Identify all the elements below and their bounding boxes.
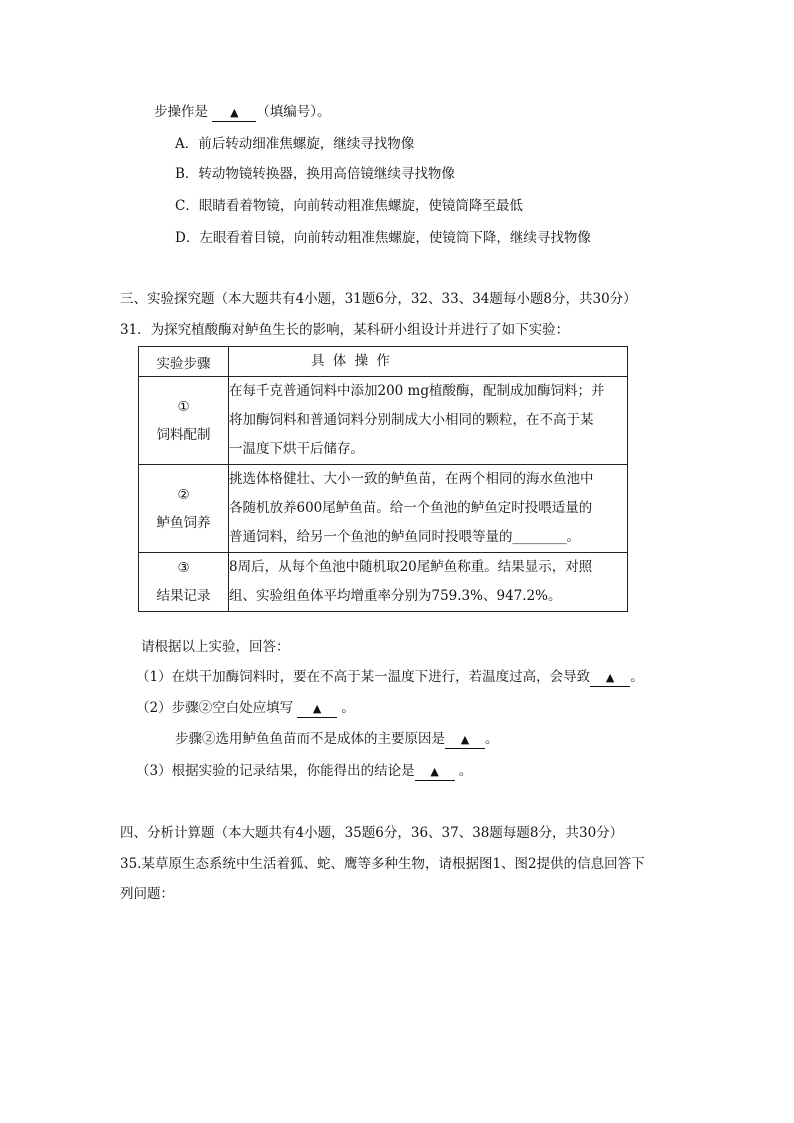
operation-line[interactable]: 普通饲料，给另一个鱼池的鲈鱼同时投喂等量的________。: [229, 529, 580, 545]
question-1-end: 。: [630, 669, 644, 685]
section3-heading: 三、实验探究题（本大题共有4小题，31题6分，32、33、34题每小题8分，共30分）: [120, 291, 637, 307]
step-cell: [139, 465, 229, 553]
intro-suffix: （填编号）。: [256, 104, 331, 120]
operation-line: 组、实验组鱼体平均增重率分别为759.3%、947.2%。: [229, 588, 562, 604]
table-header-row: [139, 347, 628, 377]
operation-line: 8周后，从每个鱼池中随机取20尾鲈鱼称重。结果显示，对照: [229, 559, 593, 575]
operation-line: 一温度下烘干后储存。: [229, 441, 364, 457]
section4-heading: 四、分析计算题（本大题共有4小题，35题6分，36、37、38题每题8分，共30分）: [120, 825, 624, 841]
question-2b: [175, 729, 499, 749]
question-3: [136, 761, 472, 781]
step-number: ③: [177, 560, 190, 576]
question-2a: [136, 698, 355, 718]
operation-cell: [229, 553, 628, 612]
step-cell: [139, 553, 229, 612]
answer-prompt: 请根据以上实验，回答：: [141, 639, 290, 655]
question-2b-end: 。: [485, 731, 499, 747]
q31-intro: 31．为探究植酸酶对鲈鱼生长的影响，某科研小组设计并进行了如下实验：: [120, 322, 570, 338]
answer-blank[interactable]: [297, 700, 337, 718]
question-2b-text: 步骤②选用鲈鱼鱼苗而不是成体的主要原因是: [175, 731, 445, 747]
question-2a-text: （2）步骤②空白处应填写: [136, 700, 294, 716]
header-operation: [229, 347, 628, 377]
question-3-end: 。: [458, 763, 473, 779]
triangle-mark: ▲: [605, 671, 615, 684]
question-1-text: （1）在烘干加酶饲料时，要在不高于某一温度下进行，若温度过高，会导致: [136, 669, 591, 685]
question-2a-end: 。: [341, 700, 355, 716]
intro-prefix: 步操作是: [154, 104, 208, 120]
option-d: D．左眼看着目镜，向前转动粗准焦螺旋，使镜筒下降，继续寻找物像: [175, 230, 591, 246]
operation-line: 将加酶饲料和普通饲料分别制成大小相同的颗粒，在不高于某: [229, 412, 594, 428]
option-b: B．转动物镜转换器，换用高倍镜继续寻找物像: [175, 166, 455, 182]
triangle-mark: ▲: [430, 765, 439, 778]
operation-line: 各随机放养600尾鲈鱼苗。给一个鱼池的鲈鱼定时投喂适量的: [229, 500, 593, 516]
step-number: ①: [177, 398, 190, 415]
header-step: 实验步骤: [139, 347, 229, 377]
step-cell: [139, 377, 229, 465]
header-op-label: 具 体 操 作: [311, 353, 392, 369]
step-label: 饲料配制: [156, 426, 211, 443]
answer-blank[interactable]: [415, 763, 455, 781]
answer-blank[interactable]: [445, 731, 485, 749]
experiment-table: [138, 346, 628, 612]
intro-line: [154, 102, 331, 122]
operation-cell: [229, 465, 628, 553]
triangle-mark: ▲: [312, 702, 322, 715]
triangle-mark: ▲: [230, 106, 239, 119]
triangle-mark: ▲: [460, 733, 470, 746]
answer-blank[interactable]: [590, 669, 630, 687]
table-row: [139, 553, 628, 612]
table-row: [139, 465, 628, 553]
q35-line-1: 35.某草原生态系统中生活着狐、蛇、鹰等多种生物，请根据图1、图2提供的信息回答下: [120, 856, 645, 872]
answer-blank[interactable]: [212, 104, 256, 122]
operation-line: 挑选体格健壮、大小一致的鲈鱼苗，在两个相同的海水鱼池中: [229, 471, 594, 487]
step-number: ②: [177, 486, 190, 503]
step-label: 结果记录: [156, 588, 211, 604]
option-a: A．前后转动细准焦螺旋，继续寻找物像: [175, 136, 415, 152]
operation-cell: [229, 377, 628, 465]
step-label: 鲈鱼饲养: [156, 514, 211, 531]
operation-line: 在每千克普通饲料中添加200 mg植酸酶，配制成加酶饲料；并: [229, 383, 605, 399]
question-1: [136, 667, 644, 687]
q35-line-2: 列问题：: [120, 886, 174, 902]
option-c: C．眼睛看着物镜，向前转动粗准焦螺旋，使镜筒降至最低: [175, 198, 523, 214]
table-row: [139, 377, 628, 465]
question-3-text: （3）根据实验的记录结果，你能得出的结论是: [136, 763, 415, 779]
